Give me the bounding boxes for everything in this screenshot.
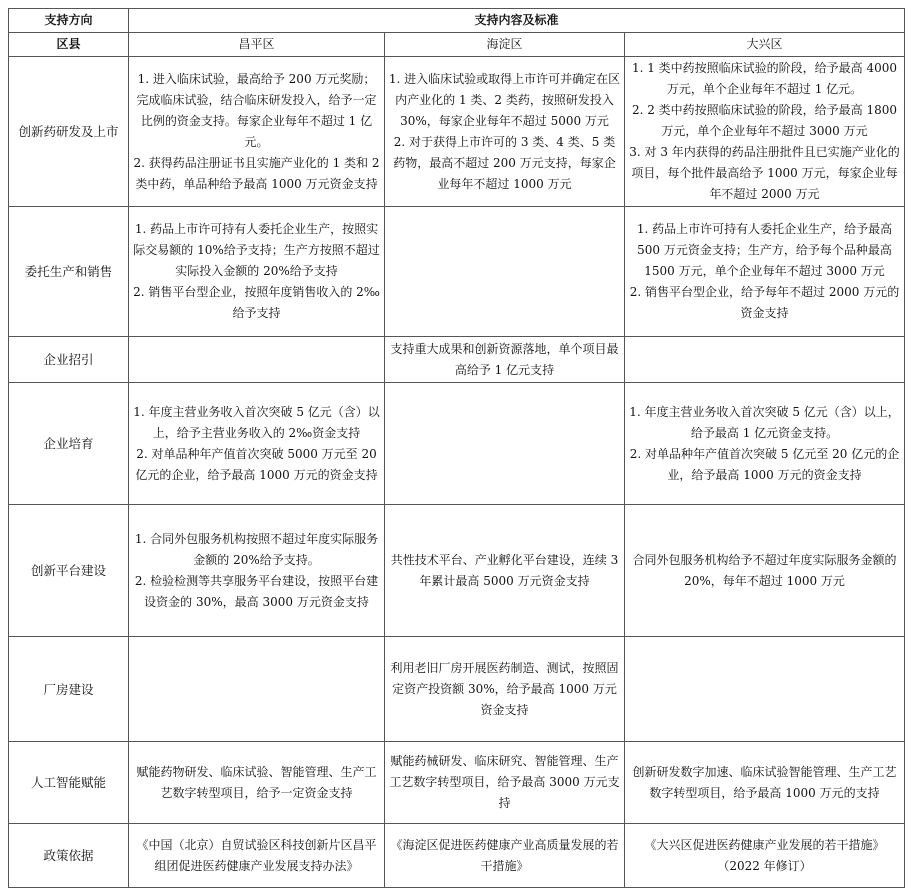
header-content-standards: 支持内容及标准 (129, 9, 905, 33)
policy-item: 2. 对单品种年产值首次突破 5 亿元至 20 亿元的企业，给予最高 1000 万元的资金支持 (629, 446, 900, 482)
policy-item: 2. 对于获得上市许可的 3 类、4 类、5 类药物，最高不超过 200 万元支持，每家企业每年不超过 1000 万元 (393, 134, 616, 191)
policy-item: 1. 1 类中药按照临床试验的阶段，给予最高 4000 万元，单个企业每年不超过 1 亿元。 (631, 61, 898, 96)
policy-item: 3. 对 3 年内获得的药品注册批件且已实施产业化的项目，每个批件最高给予 1000 万元，每家企业每年不超过 2000 万元 (629, 145, 900, 201)
header-district-changping: 昌平区 (129, 33, 385, 57)
daxing-content-cell (625, 742, 905, 824)
policy-item: 1. 合同外包服务机构按照不超过年度实际服务金额的 20%给予支持。 (134, 531, 379, 567)
daxing-content-cell (625, 505, 905, 637)
header-district-label: 区县 (9, 33, 129, 57)
support-direction-cell: 厂房建设 (9, 637, 129, 742)
policy-item: 《海淀区促进医药健康产业高质量发展的若干措施》 (390, 837, 619, 873)
haidian-content-cell (385, 824, 625, 888)
header-direction: 支持方向 (9, 9, 129, 33)
support-direction-cell: 企业培育 (9, 383, 129, 505)
policy-item: 2. 2 类中药按照临床试验的阶段，给予最高 1800 万元，单个企业每年不超过 3000 万元 (631, 103, 898, 138)
support-direction-cell: 人工智能赋能 (9, 742, 129, 824)
header-district-haidian: 海淀区 (385, 33, 625, 57)
support-direction-cell: 委托生产和销售 (9, 207, 129, 337)
support-direction-cell: 政策依据 (9, 824, 129, 888)
district-header-row (9, 33, 905, 57)
table-row (9, 824, 905, 888)
daxing-content-cell (625, 207, 905, 337)
haidian-content-cell (385, 207, 625, 337)
policy-item: 1. 年度主营业务收入首次突破 5 亿元（含）以上，给予主营业务收入的 2‰资金支持 (133, 404, 380, 440)
table-row (9, 57, 905, 207)
haidian-content-cell (385, 383, 625, 505)
policy-item: 2. 对单品种年产值首次突破 5000 万元至 20 亿元的企业，给予最高 1000 万元的资金支持 (135, 446, 378, 482)
haidian-content-cell (385, 505, 625, 637)
policy-item: 共性技术平台、产业孵化平台建设，连续 3 年累计最高 5000 万元资金支持 (390, 552, 619, 588)
support-direction-cell: 创新药研发及上市 (9, 57, 129, 207)
policy-item: 合同外包服务机构给予不超过年度实际服务金额的 20%，每年不超过 1000 万元 (632, 552, 897, 588)
changping-content-cell (129, 57, 385, 207)
changping-content-cell (129, 207, 385, 337)
daxing-content-cell (625, 637, 905, 742)
daxing-content-cell (625, 383, 905, 505)
changping-content-cell (129, 505, 385, 637)
table-row (9, 742, 905, 824)
header-district-daxing: 大兴区 (625, 33, 905, 57)
daxing-content-cell (625, 337, 905, 383)
table-row (9, 637, 905, 742)
daxing-content-cell (625, 824, 905, 888)
policy-item: 1. 药品上市许可持有人委托企业生产，给予最高 500 万元资金支持；生产方，给予每个品种最高 1500 万元，单个企业每年不超过 3000 万元 (636, 222, 893, 278)
changping-content-cell (129, 337, 385, 383)
policy-item: 2. 检验检测等共享服务平台建设，按照平台建设资金的 30%，最高 3000 万元资金支持 (134, 573, 379, 609)
table-row (9, 337, 905, 383)
daxing-content-cell (625, 57, 905, 207)
haidian-content-cell (385, 57, 625, 207)
policy-item: 《大兴区促进医药健康产业发展的若干措施》（2022 年修订） (644, 837, 885, 873)
changping-content-cell (129, 383, 385, 505)
support-direction-cell: 企业招引 (9, 337, 129, 383)
support-direction-cell: 创新平台建设 (9, 505, 129, 637)
table-row (9, 207, 905, 337)
haidian-content-cell (385, 742, 625, 824)
table-row (9, 505, 905, 637)
changping-content-cell (129, 742, 385, 824)
table-row (9, 383, 905, 505)
policy-table (8, 8, 905, 888)
header-row (9, 9, 905, 33)
policy-item: 1. 药品上市许可持有人委托企业生产，按照实际交易额的 10%给予支持；生产方按照不超过实际投入金额的 20%给予支持 (133, 222, 380, 278)
policy-item: 赋能药械研发、临床研究、智能管理、生产工艺数字转型项目，给予最高 3000 万元支持 (389, 754, 620, 810)
policy-item: 创新研发数字加速、临床试验智能管理、生产工艺数字转型项目，给予最高 1000 万元的支持 (632, 764, 897, 800)
policy-item: 2. 销售平台型企业，按照年度销售收入的 2‰给予支持 (133, 285, 380, 320)
haidian-content-cell (385, 637, 625, 742)
policy-item: 《中国（北京）自贸试验区科技创新片区昌平组团促进医药健康产业发展支持办法》 (136, 837, 377, 873)
policy-item: 1. 进入临床试验，最高给予 200 万元奖励；完成临床试验，结合临床研发投入，给予一定比例的资金支持。每家企业每年不超过 1 亿元。 (136, 71, 377, 149)
changping-content-cell (129, 824, 385, 888)
policy-item: 赋能药物研发、临床试验、智能管理、生产工艺数字转型项目，给予一定资金支持 (136, 764, 377, 800)
haidian-content-cell (385, 337, 625, 383)
policy-item: 支持重大成果和创新资源落地，单个项目最高给予 1 亿元支持 (390, 341, 619, 377)
policy-item: 2. 获得药品注册证书且实施产业化的 1 类和 2 类中药，单品种给予最高 1000 万元资金支持 (133, 155, 380, 191)
policy-item: 1. 进入临床试验或取得上市许可并确定在区内产业化的 1 类、2 类药，按照研发投入 30%，每家企业每年不超过 5000 万元 (388, 71, 621, 128)
policy-item: 1. 年度主营业务收入首次突破 5 亿元（含）以上，给予最高 1 亿元资金支持。 (629, 404, 900, 440)
policy-item: 利用老旧厂房开展医药制造、测试，按照固定资产投资额 30%，给予最高 1000 万元资金支持 (390, 660, 619, 717)
changping-content-cell (129, 637, 385, 742)
policy-item: 2. 销售平台型企业，给予每年不超过 2000 万元的资金支持 (629, 285, 900, 320)
